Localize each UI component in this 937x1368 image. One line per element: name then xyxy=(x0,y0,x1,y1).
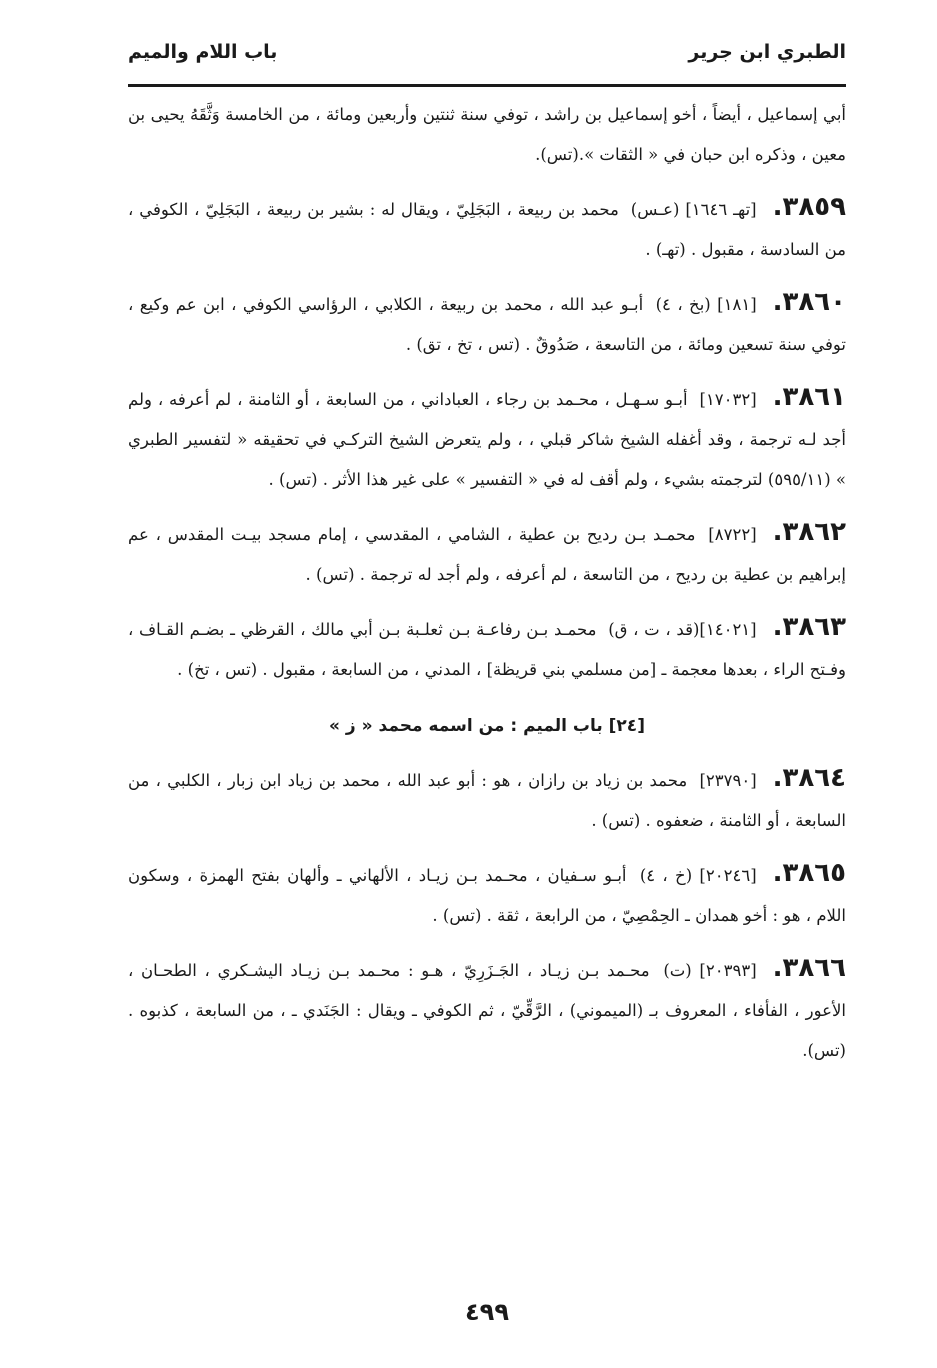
page-body xyxy=(128,95,846,1071)
entry-text: أبـو سـهـل ، محـمد بن رجاء ، العباداني ، من السابعة ، أو الثامنة ، لم أعرفه ، ولم أجد لـه ترجمة ، وقد أغفله الشيخ شاكر قبلي ، ، ولم يتعرض الشيخ التركـي في تحقيقه « لتفسير الطبري » (٥٩٥/١١) لترجمته بشيء ، ولم أقف له في « التفسير » على غير هذا الأثر . (تس) . xyxy=(128,390,846,489)
entry-number: ٣٨٥٩. xyxy=(772,192,846,222)
entry-ref: [٢٠٢٤٦] (خ ، ٤) xyxy=(639,866,757,885)
entry-3859 xyxy=(128,187,846,270)
entry-3860 xyxy=(128,282,846,365)
entry-text: محـمد بـن زيـاد ، الجَـزَرِيّ ، هـو : محـمد بـن زيـاد اليشـكري ، الطحـان ، الأعور ، الفأفاء ، المعروف بـ (الميموني) ، الرَّقِّيّ ، ثم الكوفي ـ ويقال : الجَنَدي ـ ، من السابعة ، كذبوه . (تس). xyxy=(128,961,846,1060)
entry-ref: [٢٣٧٩٠] xyxy=(699,771,757,790)
header-author: الطبري ابن جرير xyxy=(688,41,846,63)
entry-text: محمـد بـن رديح بن عطية ، الشامي ، المقدسي ، إمام مسجد بيـت المقدس ، عم إبراهيم بن عطية بن رديح ، من التاسعة ، لم أعرفه ، ولم أجد له ترجمة . (تس) . xyxy=(128,525,846,584)
page xyxy=(128,30,846,1350)
entry-3861 xyxy=(128,377,846,500)
entry-number: ٣٨٦٥. xyxy=(772,858,846,888)
entry-ref: [١٨١] (بخ ، ٤) xyxy=(655,295,757,314)
entry-text: محمـد بـن رفاعـة بـن ثعلـبة بـن أبي مالك ، القرظي ـ بضـم القـاف ، وفـتح الراء ، بعدها معجمة ـ [من مسلمي بني قريظة] ، المدني ، من السابعة ، مقبول . (تس ، تخ) . xyxy=(128,620,846,679)
entry-text: محمد بن ربيعة ، البَجَلِيّ ، ويقال له : بشير بن ربيعة ، البَجَلِيّ ، الكوفي ، من السادسة ، مقبول . (تهـ) . xyxy=(128,200,846,259)
entry-ref: [تهـ ١٦٤٦] (عـس) xyxy=(630,200,757,219)
header-chapter: باب اللام والميم xyxy=(128,41,278,63)
entry-number: ٣٨٦٣. xyxy=(772,612,846,642)
entry-3864 xyxy=(128,758,846,841)
entry-text: أبـو عبد الله ، محمد بن ربيعة ، الكلابي ، الرؤاسي الكوفي ، ابن عم وكيع ، توفي سنة تسعين ومائة ، من التاسعة ، صَدُوقٌ . (تس ، تخ ، تق) . xyxy=(128,295,846,354)
entry-number: ٣٨٦٦. xyxy=(772,953,846,983)
entry-number: ٣٨٦٤. xyxy=(772,763,846,793)
entry-ref: [١٧٠٣٢] xyxy=(699,390,757,409)
entry-3865 xyxy=(128,853,846,936)
entry-ref: [١٤٠٢١](قد ، ت ، ق) xyxy=(608,620,757,639)
header-rule xyxy=(128,84,846,87)
section-heading: [٢٤] باب الميم : من اسمه محمد « ز » xyxy=(329,716,645,736)
entry-ref: [٨٧٢٢] xyxy=(708,525,757,544)
entry-3863 xyxy=(128,607,846,690)
intro-paragraph: أبي إسماعيل ، أيضاً ، أخو إسماعيل بن راشد ، توفي سنة ثنتين وأربعين ومائة ، من الخامسة وَثَّقَهُ يحيى بن معين ، وذكره ابن حبان في « الثقات ».(تس). xyxy=(128,105,846,164)
entry-text: أبـو سـفيان ، محـمد بـن زيـاد ، الألهاني ـ وألهان بفتح الهمزة ، وسكون اللام ، هو : أخو همدان ـ الحِمْصِيّ ، من الرابعة ، ثقة . (تس) . xyxy=(128,866,846,925)
entry-3862 xyxy=(128,512,846,595)
entry-text: محمد بن زياد بن رازان ، هو : أبو عبد الله ، محمد بن زياد ابن زبار ، الكلبي ، من السابعة ، أو الثامنة ، ضعفوه . (تس) . xyxy=(128,771,846,830)
page-number: ٤٩٩ xyxy=(465,1298,509,1326)
running-head xyxy=(128,30,846,74)
entry-number: ٣٨٦٠. xyxy=(772,287,846,317)
entry-number: ٣٨٦٢. xyxy=(772,517,846,547)
entry-3866 xyxy=(128,948,846,1071)
entry-number: ٣٨٦١. xyxy=(772,382,846,412)
entry-ref: [٢٠٣٩٣] (ت) xyxy=(663,961,757,980)
